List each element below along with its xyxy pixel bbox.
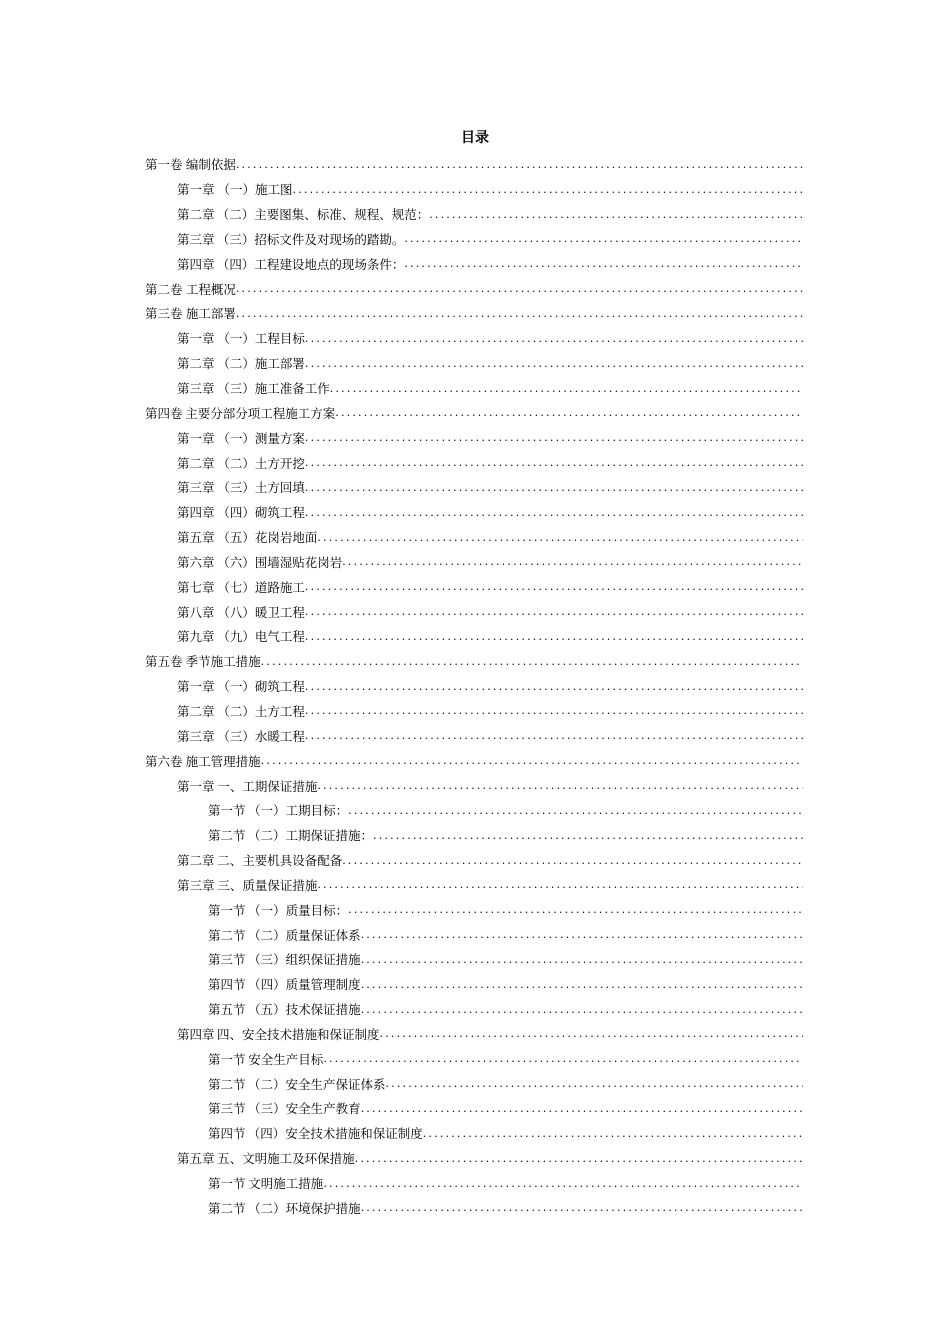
toc-entry-number: 第三章 xyxy=(177,231,215,247)
toc-entry-number: 第一卷 xyxy=(145,157,183,173)
toc-entry-number: 第二章 xyxy=(177,455,215,471)
toc-entry-number: 第二章 xyxy=(177,356,215,372)
toc-entry-label: （一）工期目标： xyxy=(248,803,349,819)
toc-entry[interactable] xyxy=(145,1195,803,1220)
toc-dot-leader xyxy=(348,804,803,817)
toc-entry-label: 施工管理措施 xyxy=(185,753,261,769)
toc-entry-number: 第八章 xyxy=(177,604,215,620)
toc-entry-number: 第二卷 xyxy=(145,281,183,297)
toc-entry-number: 第四章 xyxy=(177,1026,215,1042)
toc-entry-label: （二）工期保证措施： xyxy=(248,828,374,844)
toc-entry[interactable] xyxy=(145,1121,803,1146)
toc-entry[interactable] xyxy=(145,848,803,873)
toc-entry[interactable] xyxy=(145,351,803,376)
toc-entry[interactable] xyxy=(145,922,803,947)
toc-dot-leader xyxy=(379,1027,803,1040)
toc-dot-leader xyxy=(305,357,803,370)
toc-dot-leader xyxy=(236,307,803,320)
toc-dot-leader xyxy=(305,605,803,618)
toc-entry[interactable] xyxy=(145,674,803,699)
toc-entry-label: 二、主要机具设备配备 xyxy=(217,853,343,869)
toc-entry-label: （四）质量管理制度 xyxy=(248,977,361,993)
toc-dot-leader xyxy=(261,655,803,668)
toc-entry[interactable] xyxy=(145,425,803,450)
toc-entry-label: （九）电气工程 xyxy=(217,629,305,645)
toc-entry[interactable] xyxy=(145,823,803,848)
toc-entry-number: 第四节 xyxy=(208,977,246,993)
toc-entry-label: （三）土方回填 xyxy=(217,480,305,496)
toc-dot-leader xyxy=(361,1102,803,1115)
toc-entry-label: 施工部署 xyxy=(185,306,236,322)
toc-dot-leader xyxy=(342,854,803,867)
toc-dot-leader xyxy=(361,1201,803,1214)
toc-entry[interactable] xyxy=(145,748,803,773)
toc-entry-number: 第五卷 xyxy=(145,654,183,670)
toc-entry-label: （五）技术保证措施 xyxy=(248,1002,361,1018)
toc-dot-leader xyxy=(429,208,803,221)
toc-dot-leader xyxy=(305,680,803,693)
toc-dot-leader xyxy=(348,903,803,916)
toc-entry[interactable] xyxy=(145,872,803,897)
toc-entry[interactable] xyxy=(145,1096,803,1121)
toc-entry-label: （三）组织保证措施 xyxy=(248,952,361,968)
toc-entry-number: 第一章 xyxy=(177,679,215,695)
toc-dot-leader xyxy=(404,257,803,270)
toc-entry-number: 第三章 xyxy=(177,381,215,397)
toc-entry-number: 第二节 xyxy=(208,927,246,943)
toc-entry-label: （二）环境保护措施 xyxy=(248,1200,361,1216)
toc-entry[interactable] xyxy=(145,301,803,326)
toc-entry-number: 第三章 xyxy=(177,877,215,893)
toc-entry-number: 第二章 xyxy=(177,703,215,719)
toc-entry[interactable] xyxy=(145,947,803,972)
toc-dot-leader xyxy=(261,754,803,767)
toc-entry-label: （二）土方开挖 xyxy=(217,455,305,471)
toc-entry-number: 第四卷 xyxy=(145,405,183,421)
toc-entry-number: 第三卷 xyxy=(145,306,183,322)
toc-entry-label: （三）水暖工程 xyxy=(217,728,305,744)
toc-entry-label: 安全生产目标 xyxy=(248,1051,324,1067)
toc-entry-number: 第五章 xyxy=(177,530,215,546)
toc-dot-leader xyxy=(305,506,803,519)
toc-entry-number: 第二节 xyxy=(208,1076,246,1092)
toc-dot-leader xyxy=(305,456,803,469)
toc-entry-label: （四）工程建设地点的现场条件： xyxy=(216,256,405,272)
toc-dot-leader xyxy=(305,431,803,444)
toc-entry-number: 第三章 xyxy=(177,480,215,496)
toc-dot-leader xyxy=(236,158,803,171)
toc-entry-number: 第二节 xyxy=(208,1200,246,1216)
toc-dot-leader xyxy=(305,704,803,717)
toc-dot-leader xyxy=(355,1152,803,1165)
toc-dot-leader xyxy=(305,580,803,593)
toc-entry-number: 第三章 xyxy=(177,728,215,744)
toc-entry-number: 第一章 xyxy=(177,182,215,198)
toc-entry[interactable] xyxy=(145,276,803,301)
toc-entry-number: 第二章 xyxy=(177,207,215,223)
toc-dot-leader xyxy=(236,282,803,295)
toc-entry-number: 第九章 xyxy=(177,629,215,645)
toc-entry[interactable] xyxy=(145,1071,803,1096)
toc-entry-label: （四）砌筑工程 xyxy=(217,505,305,521)
toc-entry[interactable] xyxy=(145,1046,803,1071)
toc-entry-label: （一）测量方案 xyxy=(217,430,305,446)
toc-entry-label: （八）暖卫工程 xyxy=(217,604,305,620)
toc-dot-leader xyxy=(317,531,803,544)
toc-entry-label: （七）道路施工 xyxy=(217,579,305,595)
toc-entry-label: （六）围墙湿贴花岗岩 xyxy=(217,554,343,570)
toc-entry-label: 文明施工措施 xyxy=(248,1176,324,1192)
toc-entry[interactable] xyxy=(145,599,803,624)
toc-entry[interactable] xyxy=(145,152,803,177)
toc-list xyxy=(145,152,803,1220)
toc-entry-label: 三、质量保证措施 xyxy=(217,877,318,893)
toc-entry-label: （二）施工部署 xyxy=(217,356,305,372)
toc-entry[interactable] xyxy=(145,972,803,997)
toc-entry-number: 第一章 xyxy=(177,778,215,794)
toc-entry-label: （五）花岗岩地面 xyxy=(217,530,318,546)
toc-entry[interactable] xyxy=(145,773,803,798)
toc-dot-leader xyxy=(361,1003,803,1016)
toc-entry-label: （四）安全技术措施和保证制度 xyxy=(247,1126,423,1142)
toc-entry-label: 四、安全技术措施和保证制度 xyxy=(216,1026,380,1042)
toc-dot-leader xyxy=(305,332,803,345)
toc-dot-leader xyxy=(323,1052,803,1065)
toc-entry-label: （三）安全生产教育 xyxy=(248,1101,361,1117)
toc-entry-label: （一）砌筑工程 xyxy=(217,679,305,695)
toc-entry-label: （二）安全生产保证体系 xyxy=(247,1076,386,1092)
toc-dot-leader xyxy=(330,382,803,395)
toc-dot-leader xyxy=(323,1177,803,1190)
toc-dot-leader xyxy=(305,481,803,494)
toc-dot-leader xyxy=(305,729,803,742)
toc-entry-label: 编制依据 xyxy=(185,157,236,173)
toc-entry-label: （二）土方工程 xyxy=(217,703,305,719)
toc-entry[interactable] xyxy=(145,1171,803,1196)
toc-entry[interactable] xyxy=(145,376,803,401)
toc-entry[interactable] xyxy=(145,475,803,500)
toc-entry-number: 第一章 xyxy=(177,430,215,446)
toc-dot-leader xyxy=(423,1127,803,1140)
toc-entry-number: 第二章 xyxy=(177,853,215,869)
toc-entry-label: 工程概况 xyxy=(185,281,236,297)
toc-entry-label: 一、工期保证措施 xyxy=(217,778,318,794)
toc-entry[interactable] xyxy=(145,1022,803,1047)
toc-entry-number: 第三节 xyxy=(208,1101,246,1117)
toc-entry-label: （一）质量目标： xyxy=(248,902,349,918)
toc-entry[interactable] xyxy=(145,202,803,227)
toc-dot-leader xyxy=(385,1077,803,1090)
toc-entry[interactable] xyxy=(145,1146,803,1171)
toc-entry[interactable] xyxy=(145,450,803,475)
toc-dot-leader xyxy=(335,406,803,419)
toc-entry-label: （三）招标文件及对现场的踏勘。 xyxy=(216,231,405,247)
toc-entry-number: 第六卷 xyxy=(145,753,183,769)
toc-dot-leader xyxy=(342,555,803,568)
toc-entry[interactable] xyxy=(145,699,803,724)
toc-entry[interactable] xyxy=(145,500,803,525)
toc-entry-number: 第四章 xyxy=(177,256,215,272)
toc-entry-number: 第四章 xyxy=(177,505,215,521)
toc-dot-leader xyxy=(293,183,804,196)
toc-entry-number: 第一章 xyxy=(177,331,215,347)
toc-entry-label: （一）施工图 xyxy=(217,182,293,198)
toc-entry-label: 五、文明施工及环保措施 xyxy=(217,1151,355,1167)
toc-entry[interactable] xyxy=(145,798,803,823)
toc-entry-label: （二）质量保证体系 xyxy=(248,927,361,943)
toc-entry[interactable] xyxy=(145,326,803,351)
toc-entry[interactable] xyxy=(145,997,803,1022)
toc-entry-label: （三）施工准备工作 xyxy=(217,381,330,397)
toc-entry-label: （一）工程目标 xyxy=(217,331,305,347)
toc-dot-leader xyxy=(361,978,803,991)
toc-entry[interactable] xyxy=(145,723,803,748)
toc-dot-leader xyxy=(361,953,803,966)
toc-dot-leader xyxy=(404,232,803,245)
toc-entry[interactable] xyxy=(145,649,803,674)
toc-entry-number: 第一节 xyxy=(208,803,246,819)
toc-dot-leader xyxy=(317,878,803,891)
toc-entry[interactable] xyxy=(145,227,803,252)
toc-entry[interactable] xyxy=(145,525,803,550)
toc-dot-leader xyxy=(317,779,803,792)
toc-entry[interactable] xyxy=(145,624,803,649)
toc-entry-number: 第七章 xyxy=(177,579,215,595)
toc-entry[interactable] xyxy=(145,177,803,202)
toc-dot-leader xyxy=(373,829,803,842)
toc-entry[interactable] xyxy=(145,574,803,599)
toc-entry-number: 第四节 xyxy=(208,1126,246,1142)
toc-entry[interactable] xyxy=(145,400,803,425)
toc-entry-number: 第一节 xyxy=(208,902,246,918)
toc-entry-label: 主要分部分项工程施工方案 xyxy=(185,405,336,421)
toc-dot-leader xyxy=(305,630,803,643)
toc-entry[interactable] xyxy=(145,897,803,922)
toc-entry[interactable] xyxy=(145,550,803,575)
toc-entry-label: （二）主要图集、标准、规程、规范： xyxy=(216,207,430,223)
toc-entry-number: 第六章 xyxy=(177,554,215,570)
toc-entry-number: 第三节 xyxy=(208,952,246,968)
toc-title: 目录 xyxy=(461,130,489,146)
toc-entry-label: 季节施工措施 xyxy=(185,654,261,670)
toc-entry[interactable] xyxy=(145,251,803,276)
toc-entry-number: 第一节 xyxy=(208,1051,246,1067)
toc-entry-number: 第二节 xyxy=(208,828,246,844)
toc-entry-number: 第五章 xyxy=(177,1151,215,1167)
toc-dot-leader xyxy=(361,928,803,941)
toc-entry-number: 第一节 xyxy=(208,1176,246,1192)
toc-entry-number: 第五节 xyxy=(208,1002,246,1018)
